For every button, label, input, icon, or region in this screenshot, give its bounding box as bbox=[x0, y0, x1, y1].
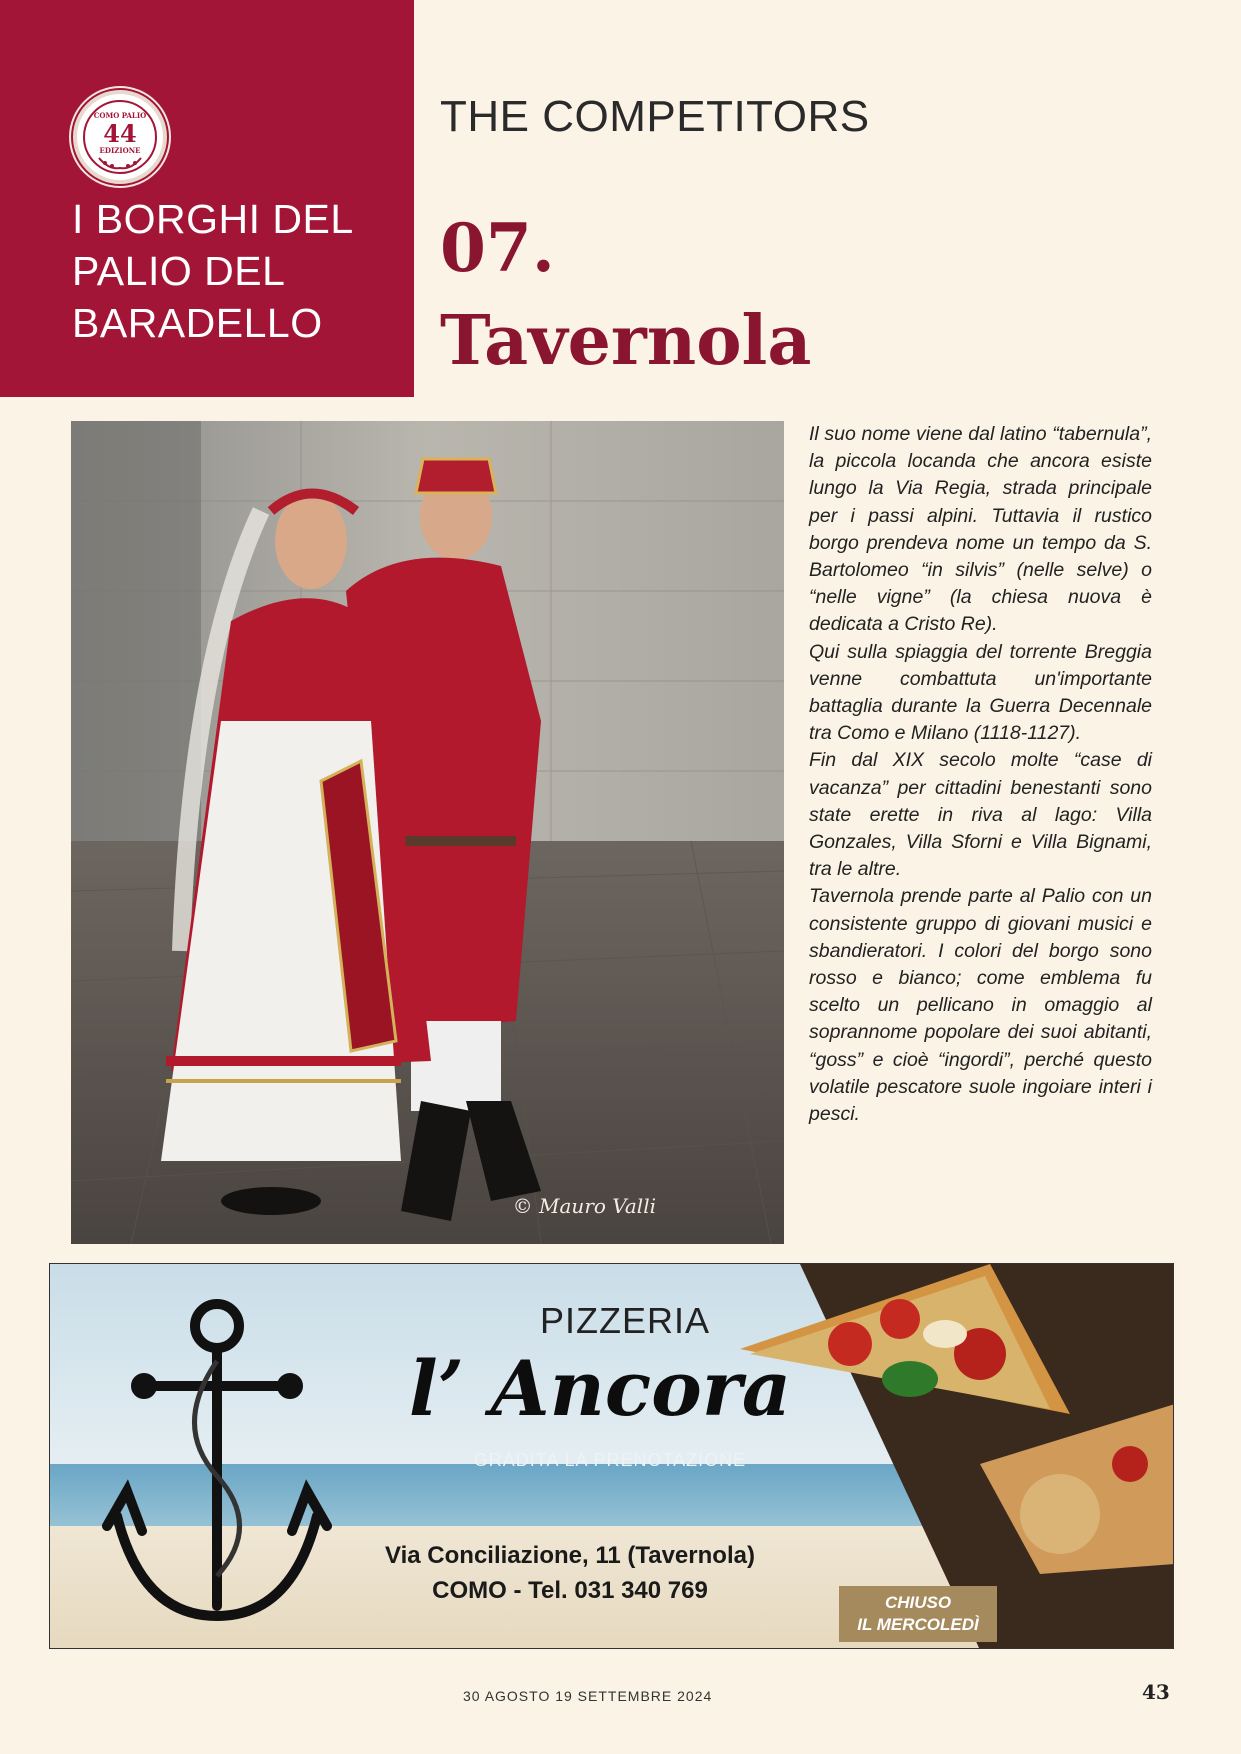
costume-photo bbox=[71, 421, 784, 1244]
ad-phone: COMO - Tel. 031 340 769 bbox=[432, 1577, 708, 1604]
closed-label: CHIUSO bbox=[884, 1593, 952, 1612]
closed-day-badge bbox=[839, 1586, 997, 1642]
pizzeria-advertisement bbox=[49, 1263, 1174, 1649]
article-paragraph: Il suo nome viene dal latino “tabernula”, la piccola locanda che ancora esiste lungo la Via Regia, strada principale per i passi alpini. Tuttavia il rustico borgo prendeva nome un tempo da S. Bartolomeo “in silvis” (nelle selve) o “nelle vigne” (la chiesa nuova è dedicata a Cristo Re). bbox=[809, 423, 1152, 636]
chapter-title: Tavernola bbox=[440, 301, 812, 381]
header-block bbox=[0, 0, 414, 397]
article-body bbox=[809, 421, 1152, 1128]
photo-credit: © Mauro Valli bbox=[512, 1194, 656, 1218]
laurel-icon bbox=[95, 156, 145, 170]
article-paragraph: Fin dal XIX secolo molte “case di vacanza” per cittadini benestanti sono state erette in riva al lago: Villa Gonzales, Villa Sforni e Villa Bignami, tra le altre. bbox=[809, 749, 1152, 881]
edition-badge bbox=[73, 90, 167, 184]
badge-bottom-text: EDIZIONE bbox=[99, 146, 141, 155]
badge-top-text: COMO PALIO bbox=[93, 111, 147, 120]
footer-date: 30 AGOSTO 19 SETTEMBRE 2024 bbox=[463, 1688, 713, 1704]
photo-illustration bbox=[71, 421, 784, 1244]
chapter-number: 07. bbox=[440, 209, 555, 287]
ad-brand-label: PIZZERIA bbox=[539, 1300, 711, 1341]
section-title: I BORGHI DEL PALIO DEL BARADELLO bbox=[72, 196, 354, 346]
article-paragraph: Qui sulla spiaggia del torrente Breggia venne combattuta un'importante battaglia durante la Guerra Decennale tra Como e Milano (1118-1127). bbox=[809, 640, 1152, 745]
ad-brand-name: l’ Ancora bbox=[408, 1344, 792, 1433]
article-paragraph: Tavernola prende parte al Palio con un consistente gruppo di giovani musici e sbandieratori. I colori del borgo sono rosso e bianco; come emblema fu scelto un pellicano in omaggio al soprannome popolare dei suoi abitanti, “goss” e cioè “ingordi”, perché questo volatile pescatore suole ingoiare interi i pesci. bbox=[809, 885, 1152, 1126]
kicker-heading: THE COMPETITORS bbox=[440, 92, 870, 141]
page-number: 43 bbox=[1142, 1680, 1170, 1704]
badge-number: 44 bbox=[103, 119, 137, 148]
anchor-icon bbox=[102, 1286, 332, 1636]
ad-reservation-note: GRADITA LA PRENOTAZIONE bbox=[473, 1450, 747, 1470]
closed-day: IL MERCOLEDÌ bbox=[857, 1615, 979, 1634]
ad-address: Via Conciliazione, 11 (Tavernola) bbox=[385, 1542, 755, 1569]
